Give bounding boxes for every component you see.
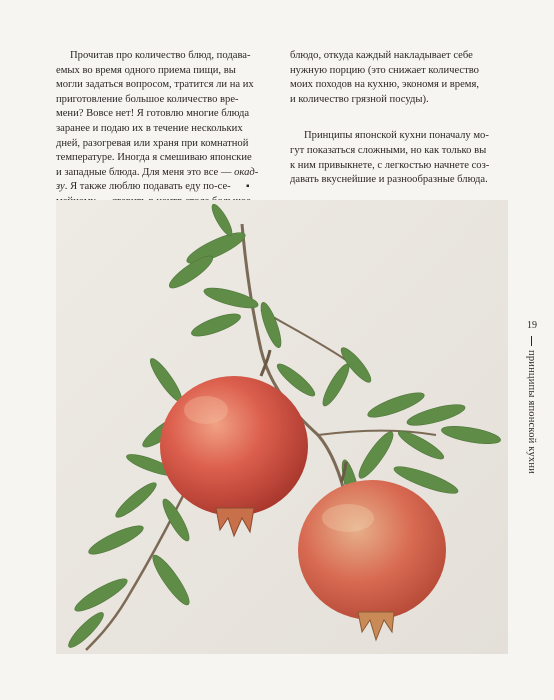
pomegranate-photo [56,200,508,654]
paragraph-line: дней, разогревая или храня при комнатной [56,137,249,149]
paragraph-gap [290,107,502,129]
paragraph-line: блюдо, откуда каждый накладывает себе [290,50,473,61]
paragraph-line: заранее и подаю их в течение нескольких [56,122,243,134]
paragraph-line: Прочитав про количество блюд, подава- [70,50,251,61]
page-number: 19 [527,320,537,331]
paragraph-line [56,166,266,181]
text-span: и западные блюда. Для меня это все — [56,166,235,178]
paragraph-line: гут показаться сложными, но как только вы [290,144,487,156]
continuation-mark: ▪ [246,181,250,192]
paragraph-line: приготовление большое количество вре- [56,93,239,105]
paragraph-line: к ним привыкнете, с легкостью начнете соз- [290,159,490,171]
section-title: принципы японской кухни [526,350,537,474]
paragraph-line: емых во время одного приема пищи, вы [56,64,236,76]
paragraph-line: и количество грязной посуды). [290,93,429,105]
paragraph-line: температуре. Иногда я смешиваю японские [56,152,252,164]
paragraph-line: моих походов на кухню, экономя и время, [290,79,480,91]
emphasis-term: окад- [234,166,259,178]
text-column-left [56,49,266,210]
running-footer [524,320,540,500]
text-column-right [290,49,502,188]
paragraph-line: мени? Вовсе нет! Я готовлю многие блюда [56,108,250,120]
paragraph-line: нужную порцию (это снижает количество [290,64,479,76]
footer-divider [531,336,532,346]
paragraph-line [56,180,266,195]
emphasis-term: зу [56,181,65,193]
pomegranate-illustration [56,200,508,654]
paragraph-line: Принципы японской кухни поначалу мо- [304,130,489,142]
paragraph-line: могли задаться вопросом, тратится ли на их [56,79,254,91]
text-span: . Я также люблю подавать еду по-се- [64,181,231,193]
paragraph-line: давать вкуснейшие и разнообразные блюда. [290,174,488,186]
